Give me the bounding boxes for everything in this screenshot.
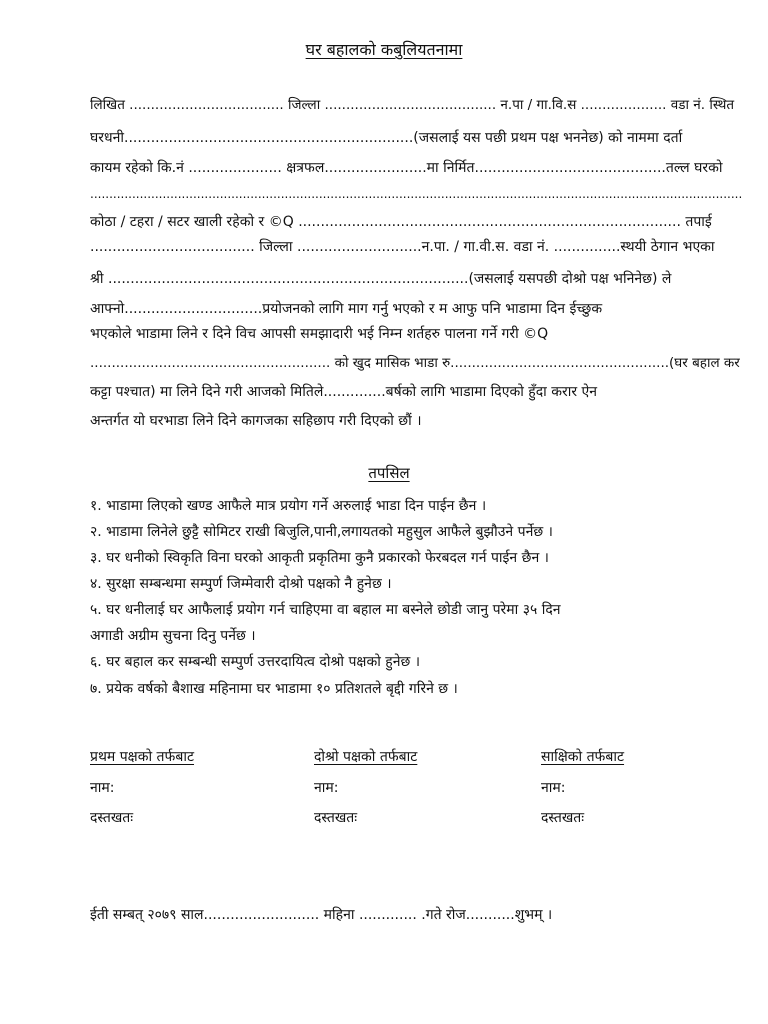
paragraph-line: ...........................................................................................................................................................................: [90, 187, 743, 201]
term-item: ४. सुरक्षा सम्बन्धमा सम्पुर्ण जिम्मेवारी दोश्रो पक्षको नै हुनेछ ।: [90, 576, 392, 592]
second-party-name-label: नाम:: [314, 780, 339, 796]
paragraph-line: आफ्नो...............................प्रयोजनको लागि माग गर्नु भएको र म आफु पनि भाडामा दिन ईच्छुक: [90, 301, 603, 317]
term-item: ७. प्रयेक वर्षको बैशाख महिनामा घर भाडामा १० प्रतिशतले बृद्दी गरिने छ ।: [90, 681, 458, 697]
paragraph-line: घरधनी.................................................................(जसलाई यस पछी प्रथम पक्ष भननेछ) को नाममा दर्ता: [90, 130, 683, 146]
term-item: २. भाडामा लिनेले छुट्टै सोमिटर राखी बिजुलि,पानी,लगायतको महुसुल आफैले बुझौउने पर्नेछ ।: [90, 524, 553, 540]
document-title: घर बहालको कबुलियतनामा: [305, 40, 463, 59]
paragraph-line: ........................................................ को खुद मासिक भाडा रु...................................................(घर बहाल कर: [90, 355, 740, 371]
witness-name-label: नाम:: [541, 780, 566, 796]
first-party-name-label: नाम:: [90, 780, 115, 796]
paragraph-line: ..................................... जिल्ला ............................न.पा. / गा.वी.स. वडा नं. ...............स्थयी ठेगान भएका: [90, 239, 715, 255]
paragraph-line: कायम रहेको कि.नं ..................... क्षत्रफल.......................मा निर्मित...........................................तल्ल घरको: [90, 160, 723, 176]
first-party-heading: प्रथम पक्षको तर्फबाट: [90, 749, 195, 765]
witness-signature-label: दस्तखतः: [541, 810, 585, 826]
witness-heading: साक्षिको तर्फबाट: [541, 749, 625, 765]
closing-date-line: ईती सम्बत् २०७९ साल.......................... महिना ............. .गते रोज...........शुभम् ।: [90, 907, 553, 923]
paragraph-line: लिखित .................................... जिल्ला ........................................ न.पा / गा.वि.स .................... वडा नं. स्थित: [90, 97, 735, 113]
paragraph-line: भएकोले भाडामा लिने र दिने विच आपसी समझादारी भई निम्न शर्तहरु पालना गर्ने गरी ©Q: [90, 326, 549, 342]
second-party-signature-label: दस्तखतः: [314, 810, 358, 826]
term-item: ५. घर धनीलाई घर आफैलाई प्रयोग गर्न चाहिएमा वा बहाल मा बस्नेले छोडी जानु परेमा ३५ दिन: [90, 602, 561, 618]
term-item: ३. घर धनीको स्विकृति विना घरको आकृती प्रकृतिमा कुनै प्रकारको फेरबदल गर्न पाईन छैन ।: [90, 550, 549, 566]
paragraph-line: अन्तर्गत यो घरभाडा लिने दिने कागजका सहिछाप गरी दिएको छौं ।: [90, 413, 422, 429]
paragraph-line: कट्टा पश्चात) मा लिने दिने गरी आजको मितिले..............बर्षको लागि भाडामा दिएको हुँदा करार ऐन: [90, 384, 598, 400]
terms-heading: तपसिल: [368, 464, 410, 482]
term-item-continuation: अगाडी अग्रीम सुचना दिनु पर्नेछ ।: [90, 628, 256, 644]
first-party-signature-label: दस्तखतः: [90, 810, 134, 826]
paragraph-line: कोठा / टहरा / सटर खाली रहेको र ©Q ...................................................................................... तपाई: [90, 214, 712, 230]
paragraph-line: श्री .................................................................................(जसलाई यसपछी दोश्रो पक्ष भनिनेछ) ले: [90, 271, 672, 287]
term-item: ६. घर बहाल कर सम्बन्धी सम्पुर्ण उत्तरदायित्व दोश्रो पक्षको हुनेछ ।: [90, 654, 421, 670]
term-item: १. भाडामा लिएको खण्ड आफैले मात्र प्रयोग गर्ने अरुलाई भाडा दिन पाईन छैन ।: [90, 498, 487, 514]
second-party-heading: दोश्रो पक्षको तर्फबाट: [314, 749, 418, 765]
